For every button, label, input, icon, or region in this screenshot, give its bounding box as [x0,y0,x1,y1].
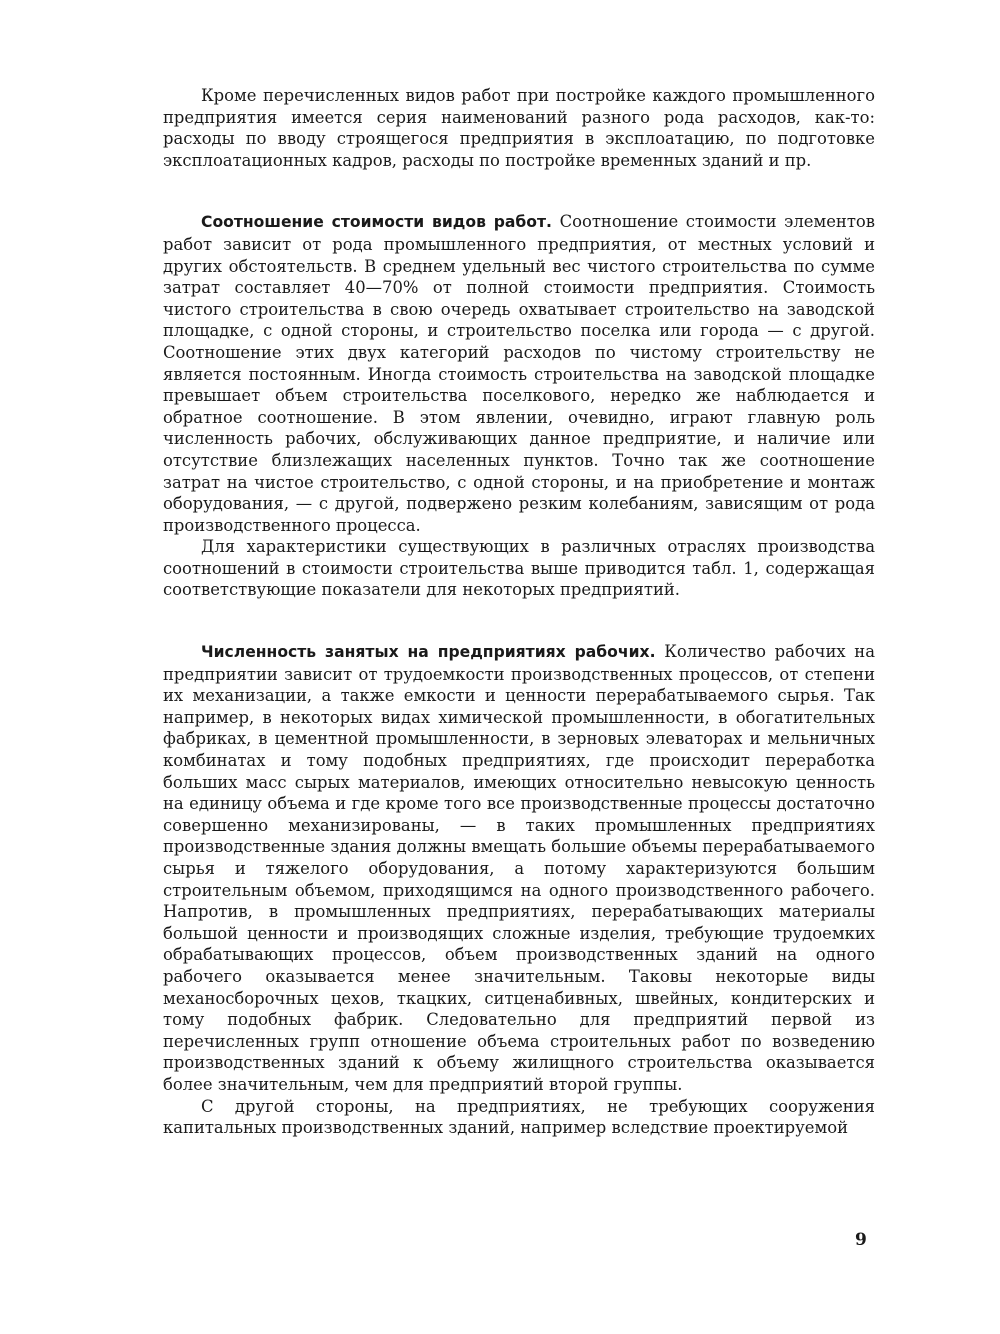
section-cost-ratio [163,211,875,536]
paragraph-table-reference: Для характеристики существующих в различных отраслях производства соотношений в стоимости строительства выше приводится табл. 1, содержащая соответствующие показатели для некоторых предприятий. [163,537,875,600]
section-title-cost-ratio: Соотношение стоимости видов работ. [201,213,552,232]
paragraph-other-side: С другой стороны, на предприятиях, не требующих сооружения капитальных производственных зданий, например вследствие проектируемой [163,1096,875,1138]
page-number: 9 [855,1230,867,1250]
section-title-workers: Численность занятых на предприятиях рабочих. [201,643,656,662]
section-body-workers: Количество рабочих на предприятии зависит от трудоемкости производственных процессов, от степени их механизации, а также емкости и ценности перерабатываемого сырья. Так например, в некоторых видах химической промышленности, в обогатительных фабриках, в цементной промышленности, в зерновых элеваторах и мельничных комбинатах и тому подобных предприятиях, где происходит переработка больших масс сырых материалов, имеющих относительно невысокую ценность на единицу объема и где кроме того все производственные процессы достаточно совершенно механизированы, — в таких промышленных предприятиях производственные здания должны вмещать большие объемы перерабатываемого сырья и тяжелого оборудования, а потому характеризуются большим строительным объемом, приходящимся на одного производственного рабочего. Напротив, в промышленных предприятиях, перерабатывающих материалы большой ценности и производящих сложные изделия, требующие трудоемких обрабатывающих процессов, объем производственных зданий на одного рабочего оказывается менее значительным. Таковы некоторые виды механосборочных цехов, ткацких, ситценабивных, швейных, кондитерских и тому подобных фабрик. Следовательно для предприятий первой из перечисленных групп отношение объема строительных работ по возведению производственных зданий к объему жилищного строительства оказывается более значительным, чем для предприятий второй группы. [163,642,875,1094]
page-body [163,85,875,1139]
paragraph-intro: Кроме перечисленных видов работ при постройке каждого промышленного предприятия имеется серия наименований разного рода расходов, как-то: расходы по вводу строящегося предприятия в эксплоатацию, по подготовке эксплоатационных кадров, расходы по постройке временных зданий и пр. [163,86,875,170]
section-body-cost-ratio: Соотношение стоимости элементов работ зависит от рода промышленного предприятия, от местных условий и других обстоятельств. В среднем удельный вес чистого строительства по сумме затрат составляет 40—70% от полной стоимости предприятия. Стоимость чистого строительства в свою очередь охватывает строительство на заводской площадке, с одной стороны, и строительство поселка или города — с другой. Соотношение этих двух категорий расходов по чистому строительству не является постоянным. Иногда стоимость строительства на заводской площадке превышает объем строительства поселкового, нередко же наблюдается и обратное соотношение. В этом явлении, очевидно, играют главную роль численность рабочих, обслуживающих данное предприятие, и наличие или отсутствие близлежащих населенных пунктов. Точно так же соотношение затрат на чистое строительство, с одной стороны, и на приобретение и монтаж оборудования, — с другой, подвержено резким колебаниям, зависящим от рода производственного процесса. [163,212,876,535]
section-workers [163,641,875,1095]
